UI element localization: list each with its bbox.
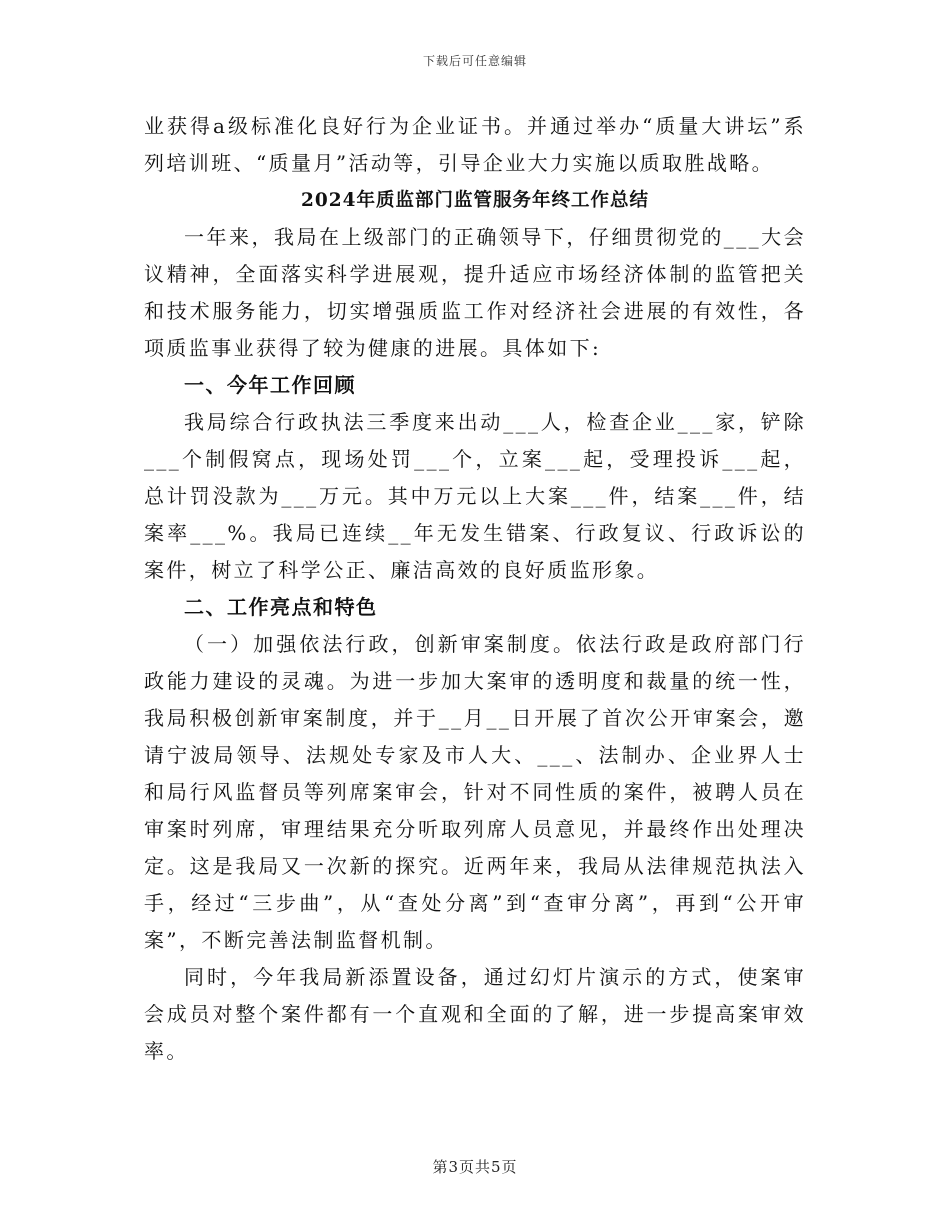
- section-heading-highlights: 二、工作亮点和特色: [184, 595, 378, 619]
- review-paragraph: 我局综合行政执法三季度来出动___人，检查企业___家，铲除___个制假窝点，现场处罚___个，立案___起，受理投诉___起，总计罚没款为___万元。其中万元以上大案___件，结案___件，结案率___%。我局已连续__年无发生错案、行政复议、行政诉讼的案件，树立了科学公正、廉洁高效的良好质监形象。: [144, 410, 806, 582]
- intro-paragraph: 一年来，我局在上级部门的正确领导下，仔细贯彻党的___大会议精神，全面落实科学进展观，提升适应市场经济体制的监管把关和技术服务能力，切实增强质监工作对经济社会进展的有效性，各项质监事业获得了较为健康的进展。具体如下:: [144, 225, 806, 360]
- highlight-paragraph-2: 同时，今年我局新添置设备，通过幻灯片演示的方式，使案审会成员对整个案件都有一个直观和全面的了解，进一步提高案审效率。: [144, 965, 806, 1063]
- document-title: 2024年质监部门监管服务年终工作总结: [301, 190, 649, 211]
- document-body: [144, 108, 806, 1070]
- highlight-paragraph-1: （一）加强依法行政，创新审案制度。依法行政是政府部门行政能力建设的灵魂。为进一步加大案审的透明度和裁量的统一性，我局积极创新审案制度，并于__月__日开展了首次公开审案会，邀请宁波局领导、法规处专家及市人大、___、法制办、企业界人士和局行风监督员等列席案审会，针对不同性质的案件，被聘人员在审案时列席，审理结果充分听取列席人员意见，并最终作出处理决定。这是我局又一次新的探究。近两年来，我局从法律规范执法入手，经过“三步曲”，从“查处分离”到“查审分离”，再到“公开审案”，不断完善法制监督机制。: [144, 632, 806, 952]
- page-number: 第3页共5页: [432, 1158, 518, 1176]
- page-header-note: 下载后可任意编辑: [422, 54, 527, 68]
- continued-paragraph: 业获得a级标准化良好行为企业证书。并通过举办“质量大讲坛”系列培训班、“质量月”活动等，引导企业大力实施以质取胜战略。: [144, 114, 806, 175]
- section-heading-review: 一、今年工作回顾: [184, 373, 356, 397]
